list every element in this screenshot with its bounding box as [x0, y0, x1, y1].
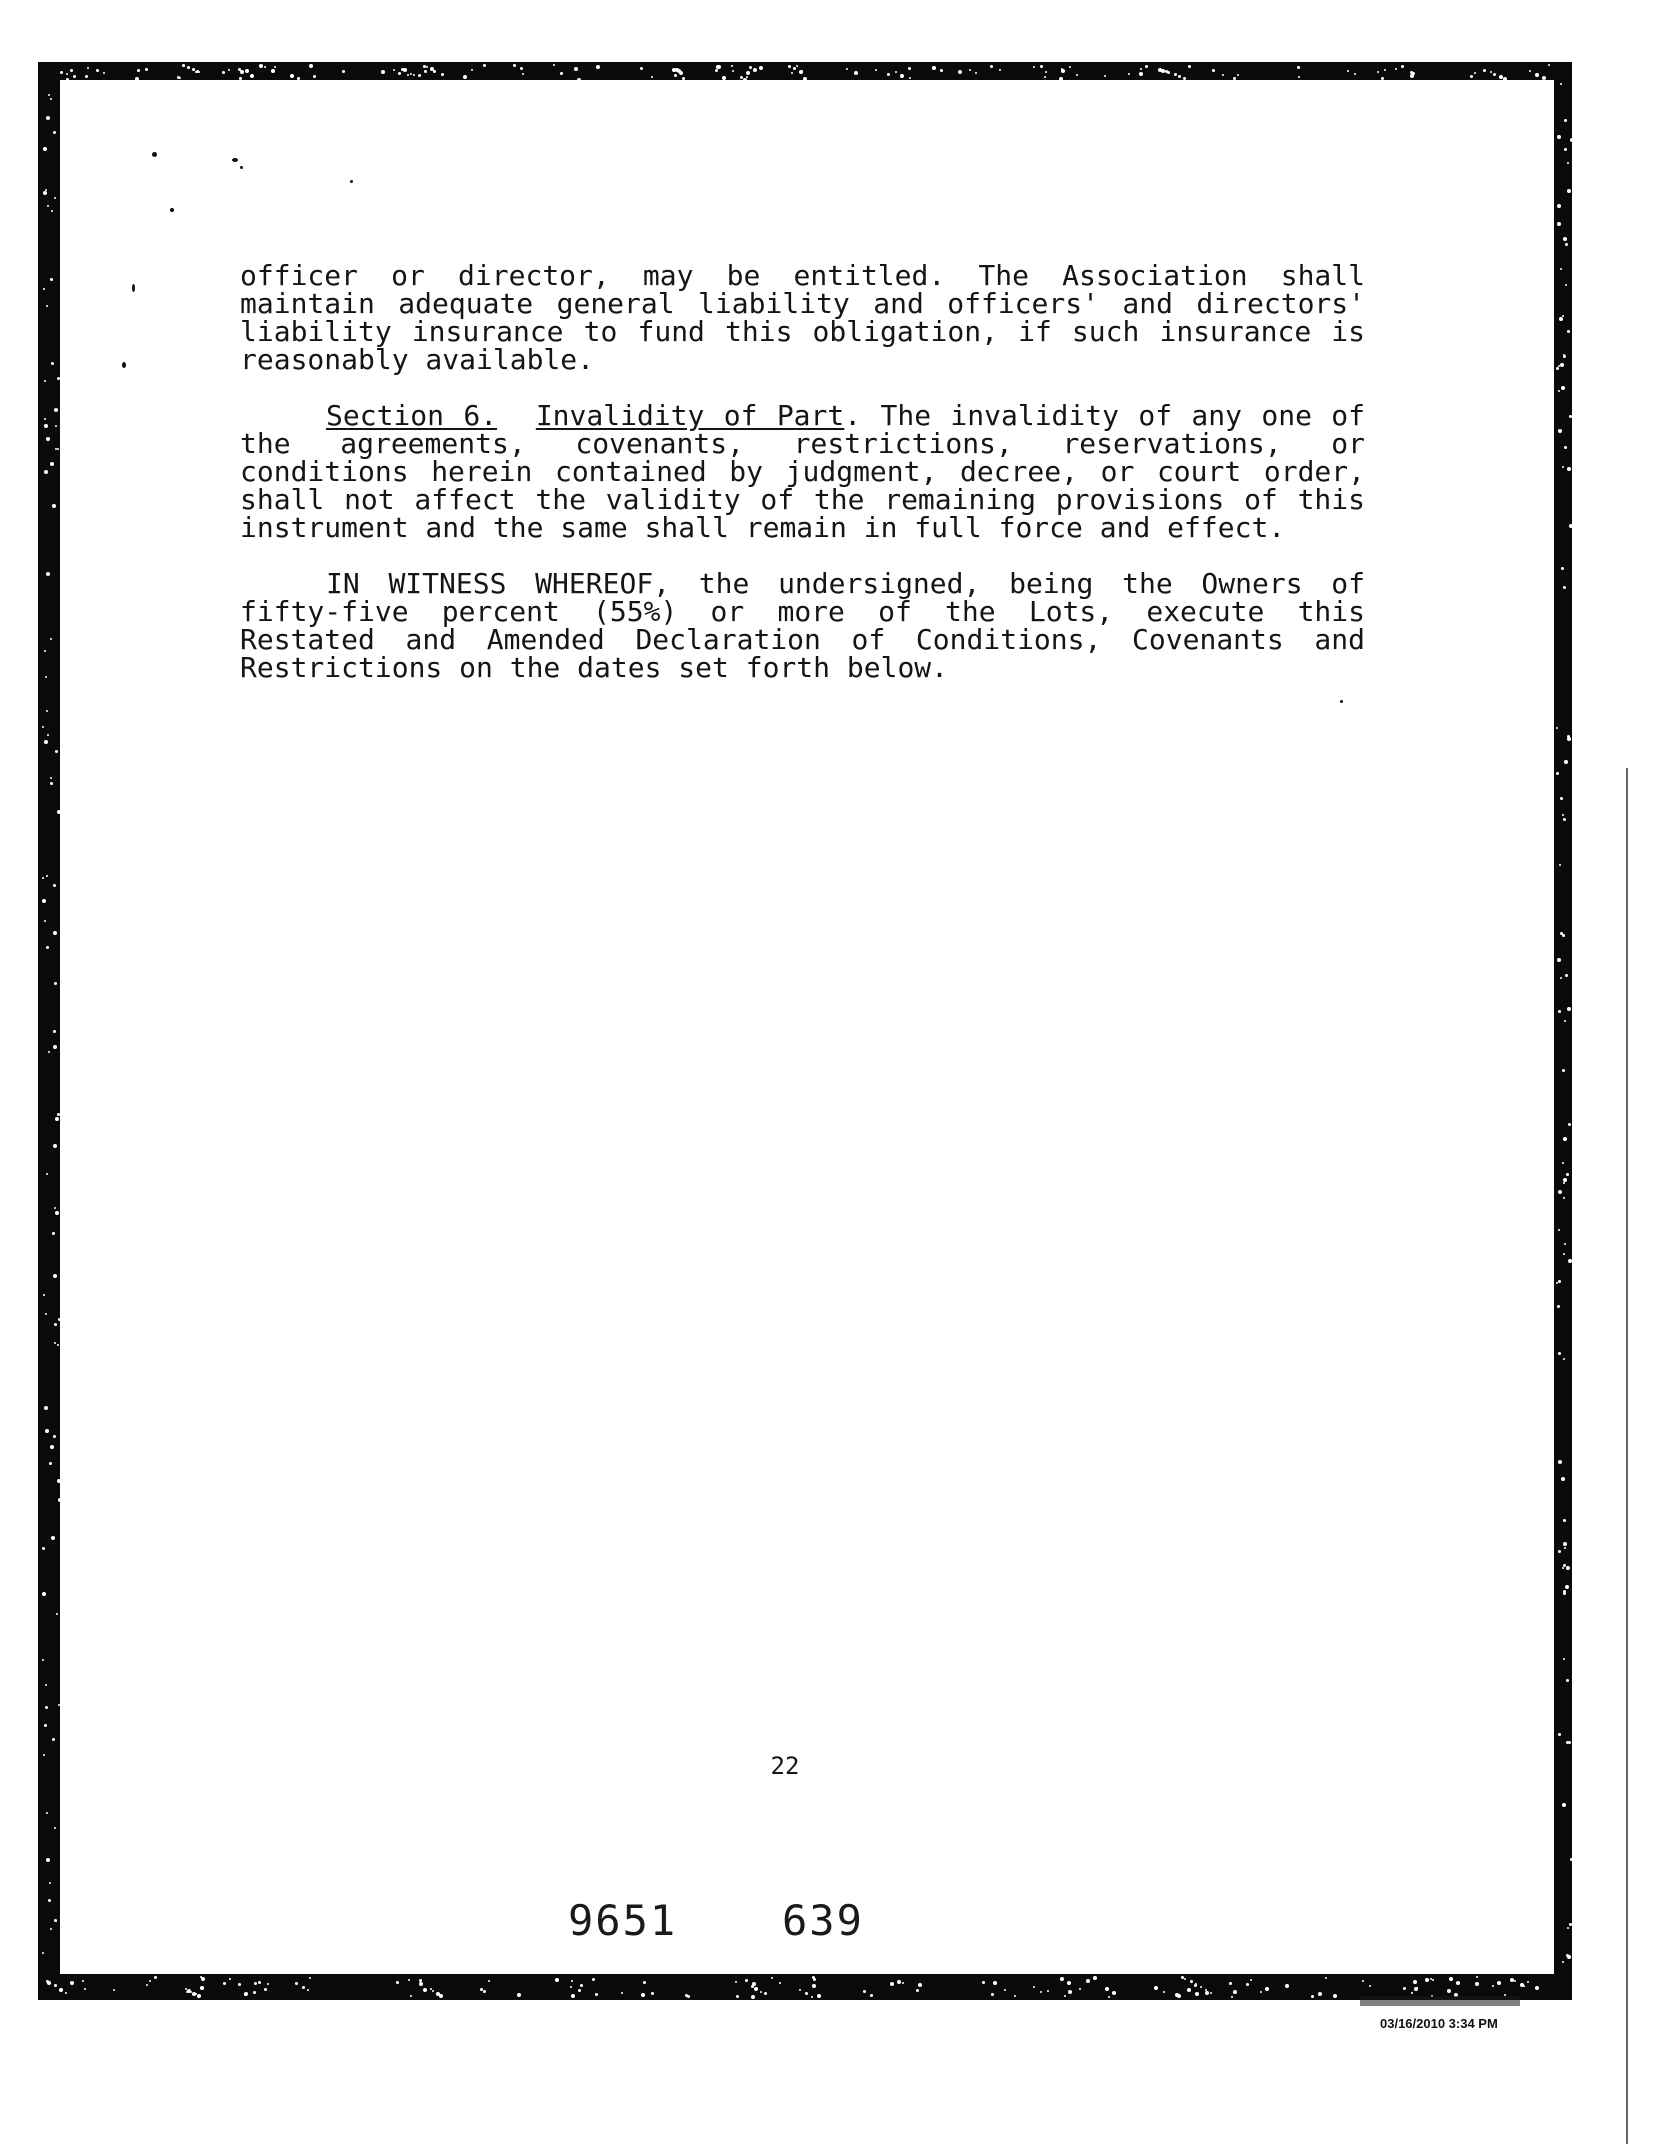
- frame-speck: [1076, 74, 1078, 76]
- frame-speck: [50, 638, 52, 640]
- frame-speck: [1004, 1989, 1006, 1991]
- frame-speck: [1562, 1567, 1564, 1569]
- frame-speck: [57, 1479, 61, 1483]
- frame-speck: [264, 1988, 267, 1991]
- frame-speck: [1325, 1977, 1327, 1979]
- frame-speck: [940, 69, 943, 72]
- frame-speck: [1108, 1996, 1110, 1998]
- frame-speck: [381, 70, 385, 74]
- frame-speck: [1490, 71, 1492, 73]
- frame-speck: [66, 78, 69, 81]
- frame-speck: [65, 1992, 67, 1994]
- frame-speck: [418, 74, 421, 77]
- frame-speck: [135, 77, 139, 81]
- frame-speck: [870, 1994, 873, 1997]
- frame-speck: [1564, 1547, 1566, 1549]
- frame-speck: [902, 1982, 904, 1984]
- frame-speck: [66, 73, 68, 75]
- frame-speck: [791, 72, 793, 74]
- frame-speck: [1565, 284, 1567, 286]
- frame-speck: [43, 1294, 45, 1296]
- frame-speck: [1265, 1987, 1269, 1991]
- frame-speck: [48, 94, 50, 96]
- frame-speck: [1449, 1977, 1453, 1981]
- frame-speck: [975, 72, 977, 74]
- frame-speck: [53, 1045, 57, 1049]
- frame-speck: [990, 65, 993, 68]
- frame-speck: [1557, 222, 1561, 226]
- frame-speck: [1045, 71, 1047, 73]
- frame-speck: [736, 1995, 739, 1998]
- frame-speck: [57, 1113, 60, 1116]
- record-book-number: 9651: [568, 1896, 678, 1945]
- frame-speck: [803, 77, 807, 81]
- frame-speck: [1563, 818, 1566, 821]
- frame-speck: [1298, 76, 1300, 78]
- frame-speck: [1566, 1741, 1569, 1744]
- frame-speck: [239, 77, 242, 80]
- frame-speck: [432, 1990, 434, 1992]
- frame-speck: [1493, 73, 1496, 76]
- scan-dot: [350, 180, 353, 183]
- frame-speck: [732, 70, 734, 72]
- frame-speck: [1556, 1282, 1558, 1284]
- frame-speck: [1503, 77, 1507, 81]
- frame-speck: [982, 1981, 985, 1984]
- frame-speck: [57, 810, 61, 814]
- frame-speck: [1231, 1996, 1233, 1998]
- frame-speck: [1565, 974, 1568, 977]
- frame-speck: [302, 1986, 305, 1989]
- page-number: 22: [770, 1752, 800, 1780]
- frame-speck: [253, 1991, 256, 1994]
- frame-speck: [1563, 1178, 1567, 1182]
- frame-speck: [621, 1992, 623, 1994]
- frame-speck: [1559, 864, 1561, 866]
- scan-edge-rule: [1626, 768, 1628, 2144]
- frame-speck: [1311, 1995, 1314, 1998]
- frame-speck: [1514, 1980, 1516, 1982]
- section-text: . The invalidity of any one of the agreements, covenants, restrictions, reservations, or conditions herein contained by judgment, decree, or court order, shall not affect the validity of the remaining provisions of this instrument and the same shall remain in full force and effect.: [240, 399, 1366, 544]
- frame-speck: [1535, 1986, 1539, 1990]
- frame-speck: [1210, 1992, 1212, 1994]
- document-body: [240, 259, 1366, 710]
- frame-speck: [463, 75, 467, 79]
- frame-speck: [805, 1992, 808, 1995]
- frame-speck: [47, 1981, 51, 1985]
- frame-speck: [1105, 1987, 1109, 1991]
- frame-speck: [228, 69, 230, 71]
- frame-speck: [753, 68, 757, 72]
- frame-speck: [890, 1982, 894, 1986]
- frame-speck: [42, 877, 44, 879]
- frame-speck: [571, 1980, 573, 1982]
- frame-speck: [424, 70, 427, 73]
- print-timestamp: 03/16/2010 3:34 PM: [1380, 2016, 1498, 2031]
- frame-speck: [799, 1989, 801, 1991]
- frame-speck: [887, 73, 890, 76]
- frame-speck: [1079, 1988, 1081, 1990]
- section-number: Section 6.: [326, 399, 498, 432]
- frame-speck: [73, 75, 76, 78]
- frame-speck: [1566, 1173, 1569, 1176]
- frame-speck: [1566, 1566, 1570, 1570]
- frame-speck: [244, 1994, 246, 1996]
- frame-speck: [722, 76, 726, 80]
- frame-speck: [754, 1987, 758, 1991]
- frame-speck: [439, 1994, 443, 1998]
- frame-speck: [1564, 119, 1567, 122]
- frame-speck: [1570, 138, 1574, 142]
- frame-speck: [1566, 1679, 1569, 1682]
- frame-speck: [1561, 1477, 1565, 1481]
- frame-speck: [746, 71, 750, 75]
- frame-speck: [1233, 77, 1236, 80]
- record-page-number: 639: [782, 1896, 864, 1945]
- frame-speck: [1403, 1987, 1406, 1990]
- frame-speck: [1560, 83, 1562, 85]
- frame-speck: [186, 1991, 188, 1993]
- frame-speck: [53, 1030, 56, 1033]
- frame-speck: [1174, 73, 1177, 76]
- frame-speck: [788, 65, 791, 68]
- frame-speck: [1188, 65, 1191, 68]
- frame-speck: [1567, 735, 1570, 738]
- frame-speck: [1568, 1123, 1571, 1126]
- frame-speck: [716, 65, 720, 69]
- paragraph-indemnification-tail: officer or director, may be entitled. The Association shall maintain adequate general liability and officers' and directors' liability insurance to fund this obligation, if such insurance is reasonably available.: [240, 259, 1365, 376]
- frame-speck: [522, 73, 524, 75]
- scan-dot: [122, 362, 126, 368]
- frame-speck: [1564, 1243, 1566, 1245]
- scan-dot: [232, 158, 238, 162]
- frame-speck: [1250, 1979, 1252, 1981]
- frame-speck: [1447, 1989, 1451, 1993]
- frame-speck: [1558, 365, 1560, 367]
- frame-speck: [179, 77, 181, 79]
- frame-speck: [46, 1812, 48, 1814]
- frame-speck: [44, 1406, 48, 1410]
- frame-speck: [398, 72, 401, 75]
- frame-speck: [45, 1706, 48, 1709]
- frame-speck: [1033, 66, 1035, 68]
- frame-speck: [70, 1981, 74, 1985]
- frame-speck: [1569, 524, 1573, 528]
- frame-speck: [56, 1613, 58, 1615]
- frame-speck: [682, 77, 685, 80]
- scan-dot: [170, 208, 174, 212]
- frame-speck: [426, 66, 428, 68]
- frame-speck: [1560, 363, 1564, 367]
- frame-speck: [50, 1445, 54, 1449]
- frame-speck: [595, 1993, 598, 1996]
- frame-speck: [51, 362, 54, 365]
- scan-dot: [132, 284, 135, 292]
- frame-speck: [198, 71, 200, 73]
- frame-speck: [290, 74, 294, 78]
- frame-speck: [58, 1318, 61, 1321]
- frame-speck: [596, 65, 600, 69]
- frame-speck: [1014, 1995, 1016, 1997]
- frame-speck: [1384, 69, 1386, 71]
- frame-speck: [918, 1983, 922, 1987]
- frame-speck: [423, 1988, 427, 1992]
- frame-speck: [674, 74, 677, 77]
- frame-speck: [342, 70, 345, 73]
- frame-speck: [483, 64, 486, 67]
- frame-speck: [1568, 1259, 1572, 1263]
- frame-speck: [58, 1704, 60, 1706]
- frame-speck: [53, 1435, 56, 1438]
- section-heading: Invalidity of Part: [535, 399, 845, 432]
- frame-speck: [53, 1274, 57, 1278]
- paragraph-in-witness-whereof: IN WITNESS WHEREOF, the undersigned, being the Owners of fifty-five percent (55%) or more of the Lots, execute this Restated and Amended Declaration of Conditions, Covenants and Restrictions on the dates set forth below.: [240, 567, 1365, 684]
- frame-speck: [1184, 1978, 1186, 1980]
- frame-speck: [1246, 1983, 1249, 1986]
- frame-speck: [900, 74, 904, 78]
- paragraph-section-6: [240, 399, 1366, 544]
- frame-speck: [46, 875, 48, 877]
- frame-speck: [45, 676, 47, 678]
- frame-speck: [640, 67, 643, 70]
- frame-speck: [895, 71, 897, 73]
- frame-speck: [1040, 65, 1043, 68]
- frame-speck: [517, 1993, 521, 1997]
- frame-speck: [1064, 1995, 1066, 1997]
- frame-speck: [1200, 1986, 1202, 1988]
- frame-speck: [103, 72, 105, 74]
- frame-speck: [238, 68, 241, 71]
- frame-speck: [47, 734, 49, 736]
- frame-speck: [50, 278, 53, 281]
- frame-speck: [1558, 429, 1562, 433]
- frame-speck: [991, 1993, 994, 1996]
- frame-speck: [57, 1344, 59, 1346]
- frame-speck: [1483, 69, 1486, 72]
- frame-speck: [1060, 1977, 1064, 1981]
- frame-speck: [48, 1051, 50, 1053]
- frame-speck: [1195, 1992, 1199, 1996]
- frame-speck: [1563, 1358, 1565, 1360]
- frame-speck: [651, 76, 653, 78]
- frame-speck: [44, 424, 48, 428]
- frame-speck: [1212, 69, 1215, 72]
- frame-speck: [250, 74, 254, 78]
- frame-speck: [1410, 74, 1414, 78]
- frame-speck: [1411, 1992, 1413, 1994]
- frame-speck: [1229, 1982, 1232, 1985]
- frame-speck: [571, 1994, 575, 1998]
- frame-speck: [854, 71, 858, 75]
- frame-speck: [1562, 1162, 1564, 1164]
- frame-speck: [145, 68, 148, 71]
- frame-speck: [578, 1989, 581, 1992]
- frame-speck: [1040, 1991, 1042, 1993]
- frame-speck: [1470, 75, 1473, 78]
- frame-speck: [1558, 1352, 1561, 1355]
- frame-speck: [45, 189, 47, 191]
- scan-smudge: [1360, 1996, 1520, 2006]
- frame-speck: [1567, 467, 1571, 471]
- frame-speck: [743, 78, 747, 82]
- frame-speck: [1369, 1985, 1371, 1987]
- frame-speck: [796, 65, 798, 67]
- frame-speck: [254, 1982, 257, 1985]
- frame-speck: [58, 1498, 62, 1502]
- frame-speck: [1414, 1987, 1418, 1991]
- frame-speck: [577, 78, 581, 82]
- frame-speck: [1154, 1986, 1158, 1990]
- frame-speck: [295, 1982, 298, 1985]
- frame-speck: [1569, 415, 1572, 418]
- scan-dot: [240, 166, 243, 169]
- frame-speck: [1570, 1858, 1573, 1861]
- frame-speck: [441, 73, 444, 76]
- frame-speck: [752, 1982, 756, 1986]
- frame-speck: [1139, 72, 1143, 76]
- frame-speck: [45, 1684, 47, 1686]
- frame-speck: [863, 1990, 866, 1993]
- frame-speck: [267, 1983, 269, 1985]
- frame-speck: [1205, 1991, 1209, 1995]
- frame-speck: [993, 1981, 997, 1985]
- frame-speck: [49, 1462, 52, 1465]
- frame-speck: [85, 75, 88, 78]
- frame-speck: [811, 1996, 813, 1998]
- frame-speck: [1565, 1585, 1569, 1589]
- frame-speck: [45, 1313, 47, 1315]
- frame-speck: [1557, 958, 1561, 962]
- frame-speck: [52, 1738, 55, 1741]
- frame-speck: [875, 69, 877, 71]
- frame-speck: [1558, 1229, 1560, 1231]
- frame-speck: [1565, 243, 1568, 246]
- frame-speck: [1529, 70, 1531, 72]
- frame-speck: [560, 72, 563, 75]
- frame-speck: [87, 67, 89, 69]
- frame-speck: [779, 1982, 781, 1984]
- frame-speck: [1086, 1979, 1090, 1983]
- frame-speck: [1563, 237, 1567, 241]
- frame-speck: [735, 1981, 737, 1983]
- frame-speck: [96, 69, 99, 72]
- frame-speck: [745, 1979, 748, 1982]
- frame-speck: [759, 66, 763, 70]
- frame-speck: [1563, 1564, 1566, 1567]
- frame-speck: [1497, 1981, 1501, 1985]
- frame-speck: [687, 1995, 690, 1998]
- frame-speck: [53, 131, 56, 134]
- frame-speck: [238, 1983, 241, 1986]
- frame-speck: [1557, 204, 1561, 208]
- frame-speck: [1563, 1197, 1565, 1199]
- frame-speck: [1413, 1980, 1417, 1984]
- frame-speck: [55, 1117, 59, 1121]
- frame-speck: [410, 1995, 412, 1997]
- frame-speck: [50, 98, 52, 100]
- scan-dot: [152, 152, 157, 157]
- frame-speck: [50, 782, 53, 785]
